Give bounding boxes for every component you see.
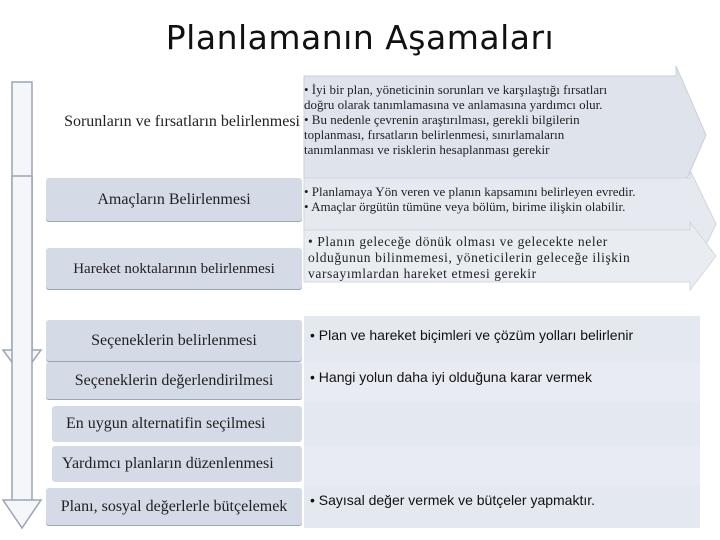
stage-label-8: Planı, sosyal değerlerle bütçelemek bbox=[46, 488, 302, 526]
desc-line: olduğunun bilinmemesi, yöneticilerin geleceğe ilişkin bbox=[308, 250, 631, 265]
desc-line: • Plan ve hareket biçimleri ve çözüm yolları belirlenir bbox=[310, 327, 634, 343]
stage-label-7: Yardımcı planların düzenlenmesi bbox=[52, 446, 302, 482]
desc-line: tanımlanması ve risklerin hesaplanması gerekir bbox=[304, 142, 550, 157]
stage-label-3: Hareket noktalarının belirlenmesi bbox=[46, 248, 302, 290]
stage-label-2: Amaçların Belirlenmesi bbox=[46, 178, 302, 222]
page-title: Planlamanın Aşamaları bbox=[165, 18, 555, 57]
desc-line: • Hangi yolun daha iyi olduğuna karar vermek bbox=[310, 369, 592, 385]
desc-box-6 bbox=[304, 402, 700, 446]
desc-line: doğru olarak tanımlamasına ve anlamasına yardımcı olur. bbox=[304, 97, 603, 112]
stage-label-1: Sorunların ve fırsatların belirlenmesi bbox=[64, 113, 300, 130]
desc-box-7 bbox=[304, 446, 700, 486]
stage-desc-8 bbox=[310, 493, 595, 508]
desc-line: toplanması, fırsatların belirlenmesi, sınırlamaların bbox=[304, 127, 565, 142]
desc-line: • Planın geleceğe dönük olması ve gelecekte neler bbox=[308, 234, 608, 249]
stage-label-5: Seçeneklerin değerlendirilmesi bbox=[46, 362, 302, 400]
desc-line: • Sayısal değer vermek ve bütçeler yapmaktır. bbox=[310, 492, 596, 508]
desc-line: varsayımlardan hareket etmesi gerekir bbox=[308, 266, 537, 281]
desc-line: • Planlamaya Yön veren ve planın kapsamını belirleyen evredir. bbox=[304, 184, 636, 199]
stage-label-6: En uygun alternatifin seçilmesi bbox=[52, 406, 302, 442]
stage-desc-3 bbox=[308, 234, 630, 282]
desc-line: • Amaçlar örgütün tümüne veya bölüm, birime ilişkin olabilir. bbox=[304, 199, 626, 214]
desc-line: • Bu nedenle çevrenin araştırılması, gerekli bilgilerin bbox=[304, 112, 580, 127]
stage-desc-2 bbox=[304, 184, 636, 214]
stage-label-4: Seçeneklerin belirlenmesi bbox=[46, 320, 302, 362]
stage-desc-1 bbox=[304, 82, 607, 157]
stage-desc-4 bbox=[310, 328, 633, 343]
desc-line: • İyi bir plan, yöneticinin sorunları ve karşılaştığı fırsatları bbox=[304, 82, 608, 97]
stage-desc-5 bbox=[310, 370, 592, 385]
